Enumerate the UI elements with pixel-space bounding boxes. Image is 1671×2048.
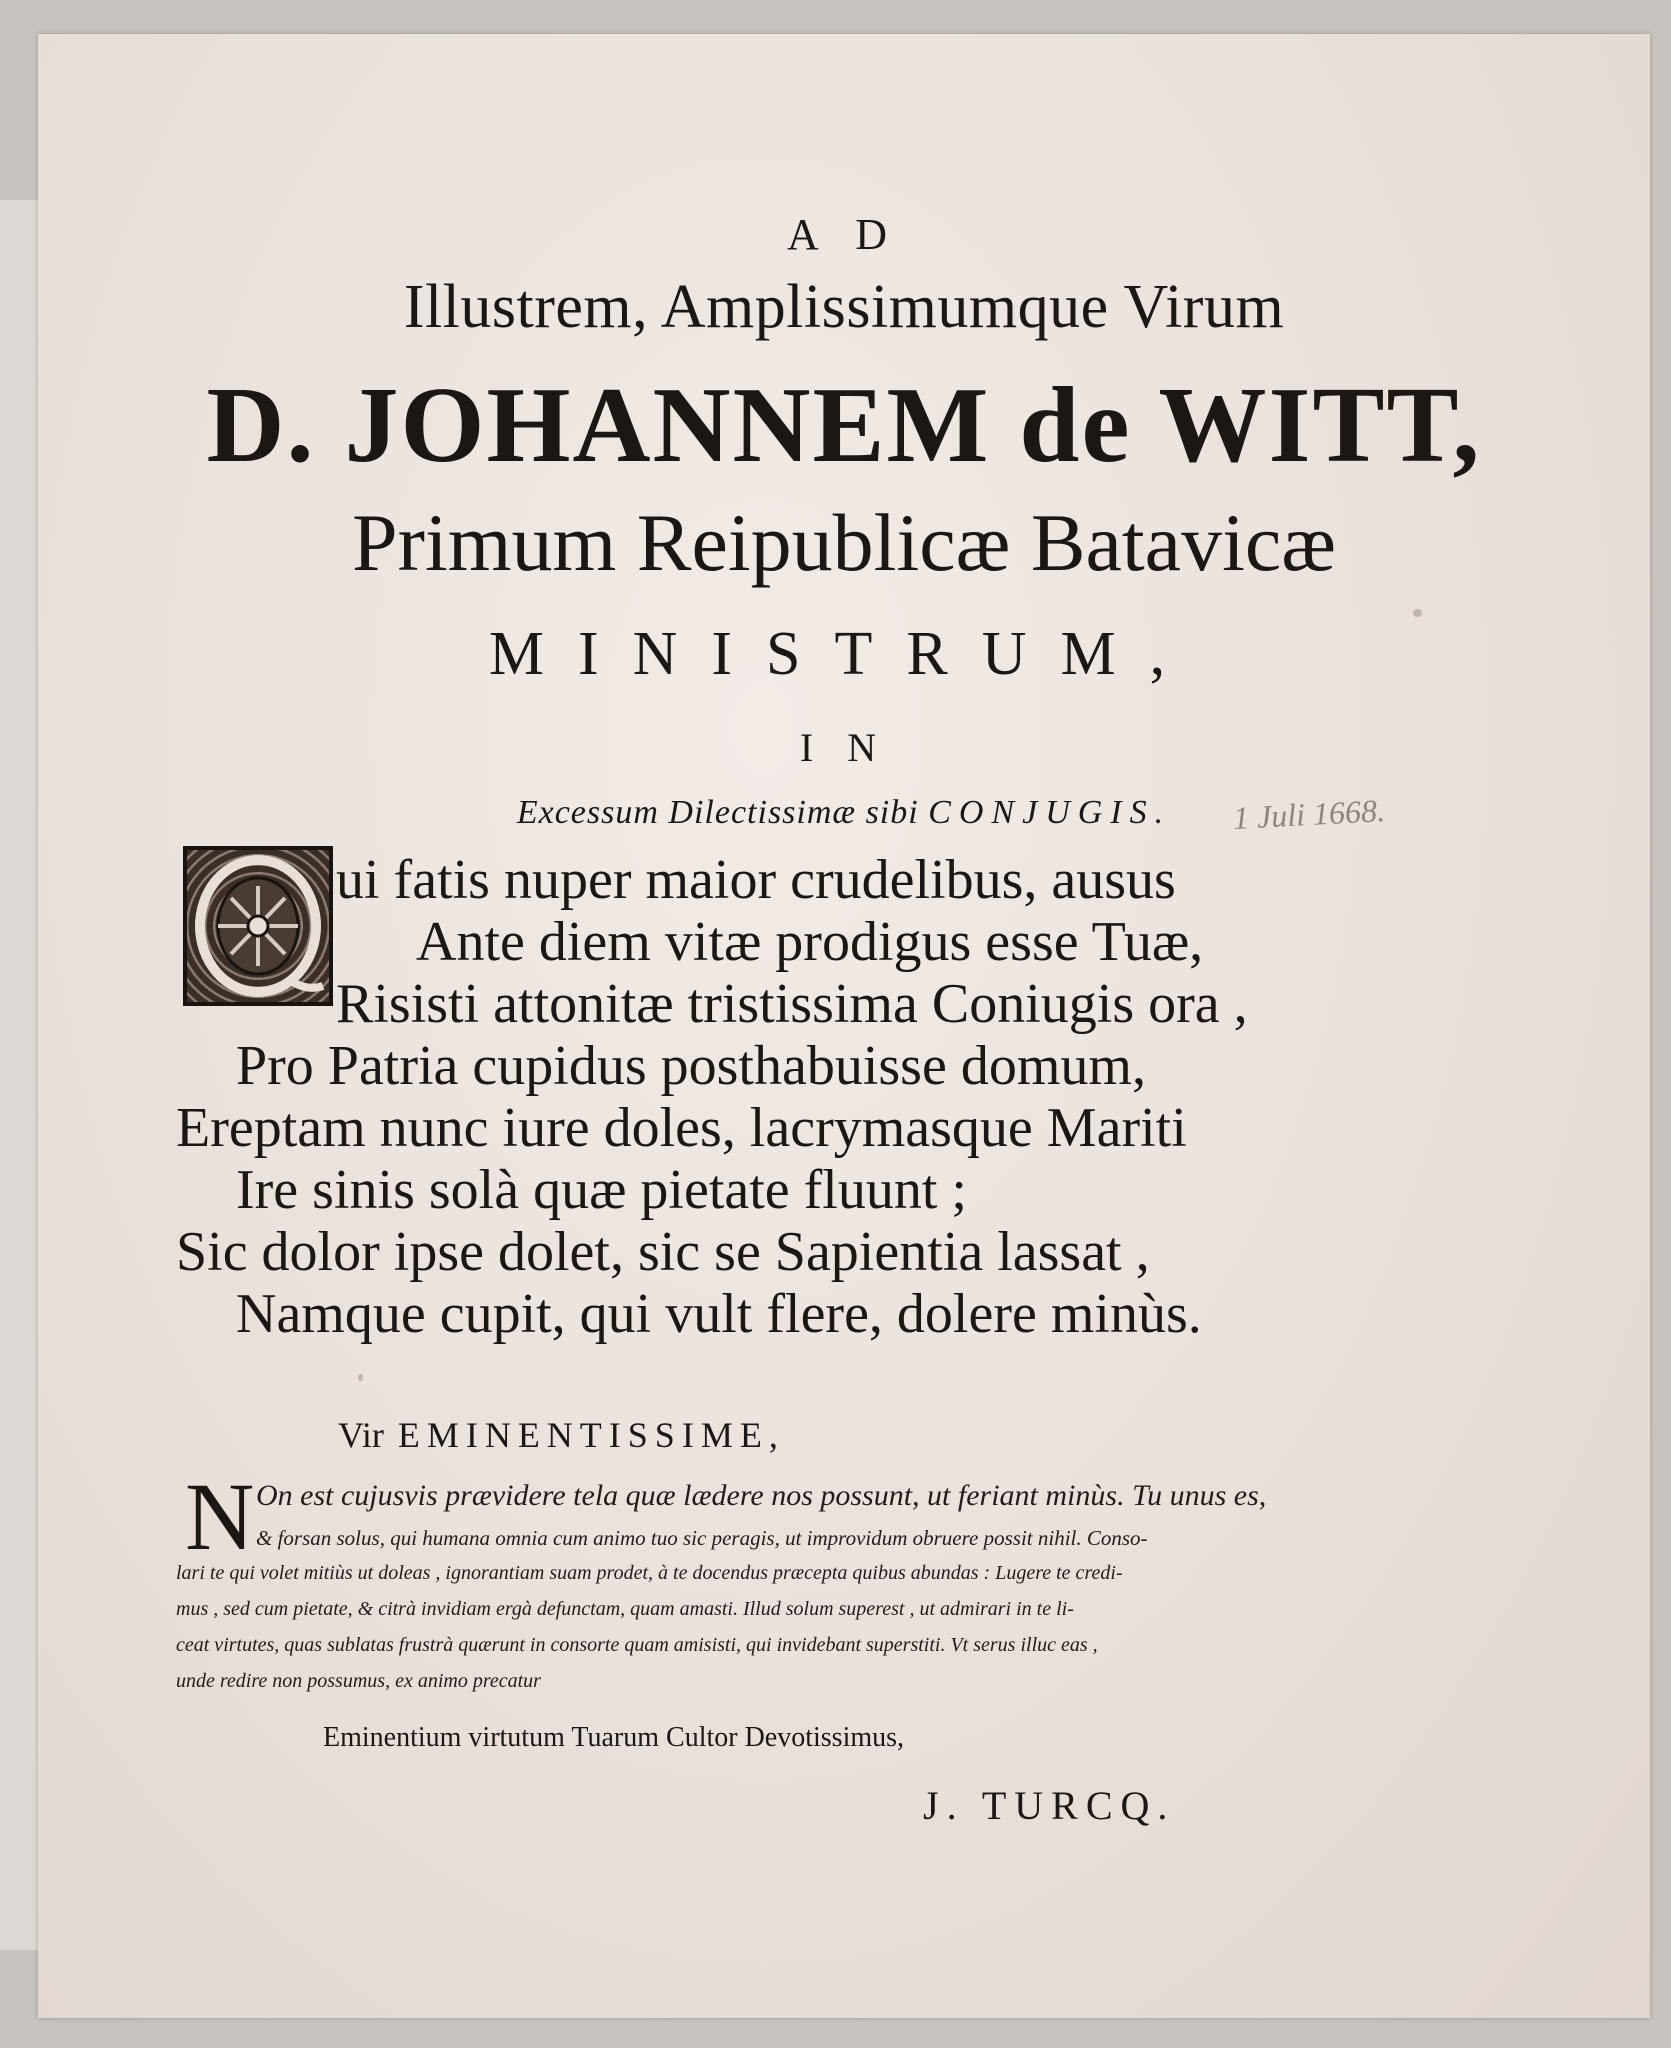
heading-in: I N bbox=[799, 725, 889, 770]
salutation-caps: EMINENTISSIME, bbox=[397, 1415, 785, 1455]
ornamental-drop-cap-q bbox=[183, 846, 333, 1006]
poem-line-2: Ante diem vitæ prodigus esse Tuæ, bbox=[416, 911, 1204, 973]
letter-line-3: lari te qui volet mitiùs ut doleas , ignorantiam suam prodet, à te docendus præcepta quibus abundas : Lugere te credi- bbox=[176, 1562, 1123, 1584]
closing-line: Eminentium virtutum Tuarum Cultor Devotissimus, bbox=[323, 1722, 905, 1753]
letter-line-1: On est cujusvis prævidere tela quæ lædere nos possunt, ut feriant minùs. Tu unus es, bbox=[256, 1479, 1267, 1512]
salutation bbox=[338, 1414, 785, 1456]
letter-line-4: mus , sed cum pietate, & citrà invidiam ergà defunctam, quam amasti. Illud solum superest , ut admirari in te li- bbox=[176, 1598, 1074, 1620]
paper-spot bbox=[1413, 609, 1422, 617]
heading-ad: A D bbox=[786, 210, 902, 259]
ornament-icon bbox=[187, 850, 329, 1002]
heading-illustrem: Illustrem, Amplissimumque Virum bbox=[403, 273, 1285, 341]
letter-line-2: & forsan solus, qui humana omnia cum animo tuo sic peragis, ut improvidum obruere possit nihil. Conso- bbox=[256, 1526, 1148, 1550]
heading-ministrum: MINISTRUM, bbox=[488, 620, 1200, 688]
drop-cap-n: N bbox=[185, 1463, 255, 1570]
poem-line-3: Risisti attonitæ tristissima Coniugis ora , bbox=[336, 973, 1248, 1035]
heading-excessum bbox=[38, 794, 1650, 832]
poem-line-4: Pro Patria cupidus posthabuisse domum, bbox=[236, 1035, 1146, 1097]
paper-spot bbox=[358, 1374, 363, 1381]
letter-line-5: ceat virtutes, quas sublatas frustrà quærunt in consorte quam amisisti, qui invidebant superstiti. Vt serus illuc eas , bbox=[176, 1634, 1098, 1656]
poem-line-8: Namque cupit, qui vult flere, dolere minùs. bbox=[236, 1283, 1202, 1345]
salutation-prefix: Vir bbox=[338, 1415, 384, 1455]
poem-line-6: Ire sinis solà quæ pietate fluunt ; bbox=[236, 1159, 967, 1221]
letter-line-6: unde redire non possumus, ex animo precatur bbox=[176, 1670, 541, 1692]
broadsheet-page bbox=[38, 34, 1650, 2018]
signature: J. TURCQ. bbox=[923, 1783, 1176, 1828]
heading-primum: Primum Reipublicæ Batavicæ bbox=[352, 497, 1336, 588]
mount-board-edge bbox=[0, 200, 42, 1950]
poem-line-5: Ereptam nunc iure doles, lacrymasque Mariti bbox=[176, 1097, 1187, 1159]
poem-line-1: ui fatis nuper maior crudelibus, ausus bbox=[336, 849, 1176, 911]
heading-name: D. JOHANNEM de WITT, bbox=[206, 366, 1482, 485]
conjugis-text: CONJUGIS. bbox=[928, 794, 1172, 831]
poem-line-7: Sic dolor ipse dolet, sic se Sapientia lassat , bbox=[176, 1221, 1150, 1283]
handwritten-date: 1 Juli 1668. bbox=[1232, 792, 1386, 836]
excessum-text: Excessum Dilectissimæ sibi bbox=[516, 794, 919, 831]
